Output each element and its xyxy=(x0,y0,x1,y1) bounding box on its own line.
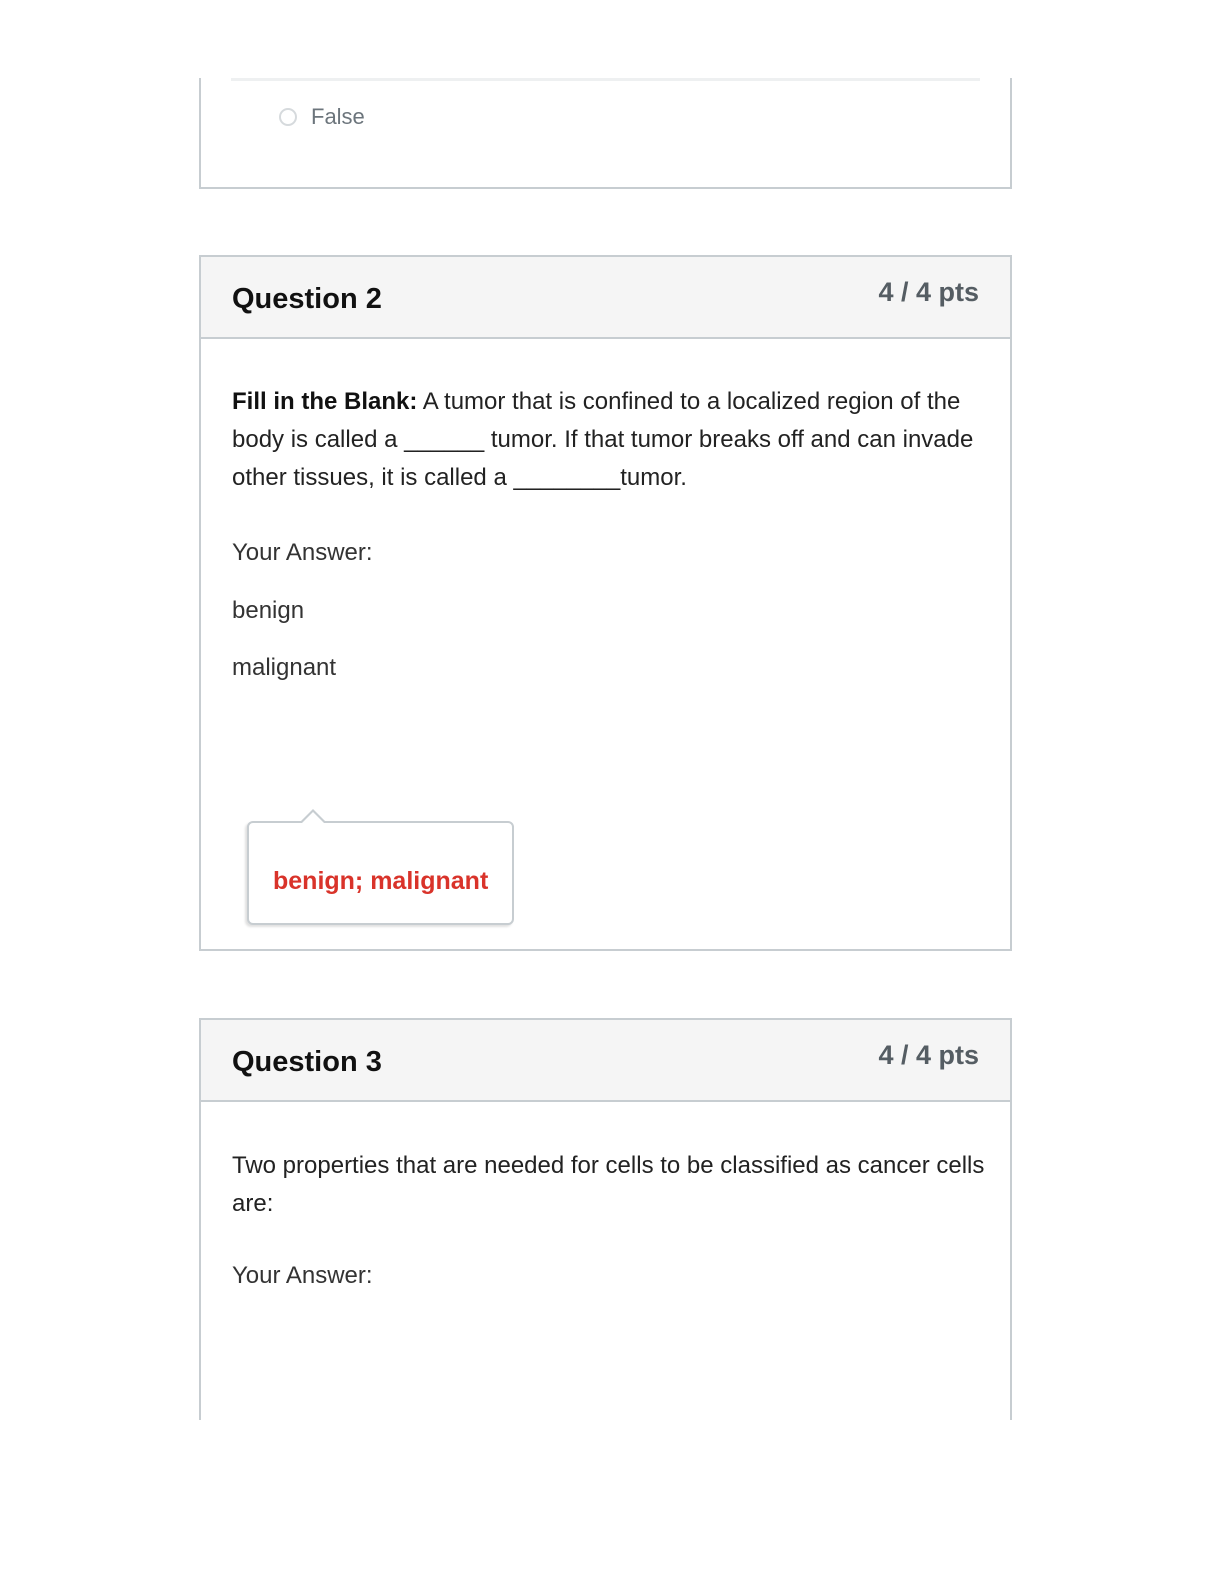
question-1-card xyxy=(199,78,1012,189)
option-divider xyxy=(231,78,980,81)
your-answer-label: Your Answer: xyxy=(232,1262,373,1289)
question-points: 4 / 4 pts xyxy=(878,1040,979,1070)
question-prompt: Two properties that are needed for cells to be classified as cancer cells are: xyxy=(232,1152,985,1217)
question-points: 4 / 4 pts xyxy=(878,277,979,307)
question-header xyxy=(201,1020,1010,1102)
answer-option-false[interactable] xyxy=(279,104,365,130)
question-prompt-text: A tumor that is confined to a localized region of the body is called a ______ tumor. If that tumor breaks off and can invade other tissues, it is called a ________tumor. xyxy=(232,388,974,491)
question-header xyxy=(201,257,1010,339)
question-prompt xyxy=(232,383,992,497)
feedback-bubble xyxy=(247,821,514,925)
question-title: Question 3 xyxy=(232,1046,382,1078)
feedback-text: benign; malignant xyxy=(273,867,489,895)
answer-option-label: False xyxy=(311,104,365,129)
question-title: Question 2 xyxy=(232,283,382,315)
answer-text: malignant xyxy=(232,654,337,681)
answer-text: benign xyxy=(232,597,305,624)
your-answer-label: Your Answer: xyxy=(232,539,373,566)
radio-button[interactable] xyxy=(279,108,297,126)
question-2-card xyxy=(199,255,1012,951)
question-3-card xyxy=(199,1018,1012,1420)
question-prompt-bold: Fill in the Blank: xyxy=(232,388,418,415)
